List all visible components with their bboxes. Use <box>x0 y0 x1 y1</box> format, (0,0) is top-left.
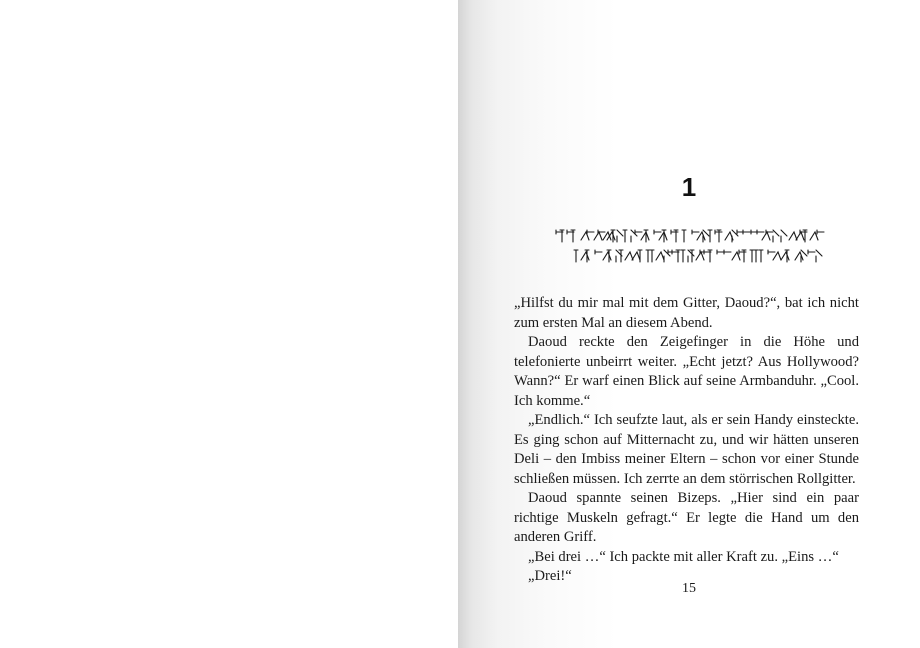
chapter-text <box>514 294 859 587</box>
paragraph-4: Daoud spannte seinen Bizeps. „Hier sind ein paar richtige Muskeln gefragt.“ Er legte die Hand um den anderen Griff. <box>514 490 859 545</box>
paragraph-1: „Hilfst du mir mal mit dem Gitter, Daoud?“, bat ich nicht zum ersten Mal an diesem Abend. <box>514 295 859 331</box>
paragraph-3: „Endlich.“ Ich seufzte laut, als er sein Handy einsteckte. Es ging schon auf Mitternacht zu, und wir hätten unseren Deli – den Imbiss meiner Eltern – schon vor einer Stunde schließen müssen. Ich zerrte an dem störrischen Rollgitter. <box>514 412 859 487</box>
right-page <box>458 0 920 648</box>
left-page-blank <box>0 0 458 648</box>
chapter-number: 1 <box>681 172 697 202</box>
paragraph-2: Daoud reckte den Zeigefinger in die Höhe und telefonierte unbeirrt weiter. „Echt jetzt? Aus Hollywood? Wann?“ Er warf einen Blick auf seine Armbanduhr. „Cool. Ich komme.“ <box>514 334 859 409</box>
cuneiform-ornament-icon <box>550 226 830 272</box>
paragraph-6: „Drei!“ <box>528 568 572 584</box>
paragraph-5: „Bei drei …“ Ich packte mit aller Kraft zu. „Eins …“ <box>528 548 839 565</box>
page-number: 15 <box>682 581 696 596</box>
